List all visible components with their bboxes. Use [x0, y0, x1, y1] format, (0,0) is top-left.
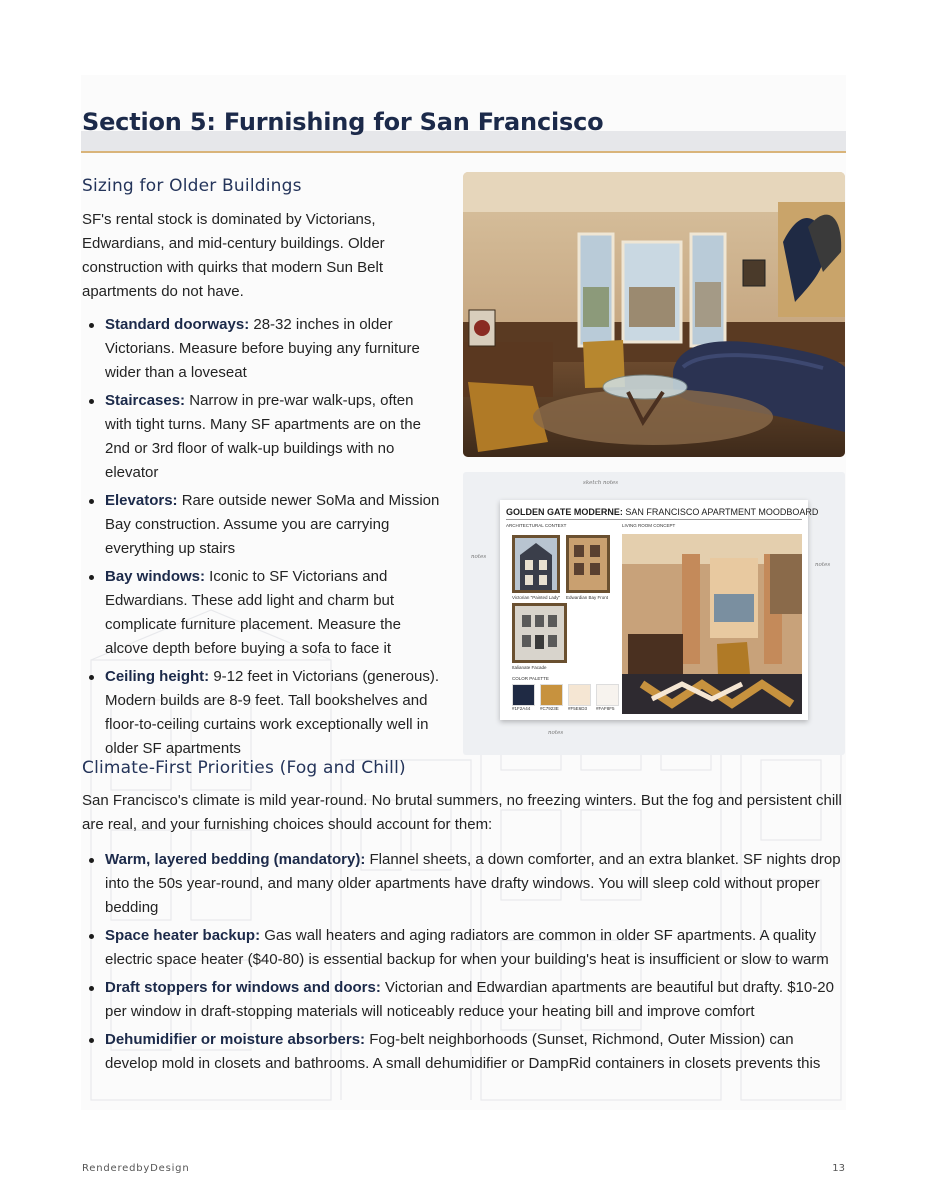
bullet-term: Elevators: — [105, 492, 178, 509]
climate-bullet-list — [82, 848, 850, 1080]
bullet-term: Staircases: — [105, 392, 186, 409]
climate-heading: Climate-First Priorities (Fog and Chill) — [82, 758, 406, 778]
palette-swatch — [540, 684, 563, 706]
bullet-item — [82, 489, 444, 561]
moodboard-title: GOLDEN GATE MODERNE: SAN FRANCISCO APARTMENT MOODBOARD — [506, 507, 819, 517]
italianate-photo — [512, 603, 567, 663]
caption-painted-lady: Victorian "Painted Lady" — [512, 595, 561, 600]
page-title: Section 5: Furnishing for San Francisco — [82, 108, 604, 136]
moodboard-note-bottom: notes — [548, 730, 564, 736]
palette-swatch — [568, 684, 591, 706]
bullet-text: Rare outside newer SoMa and Mission Bay construction. Assume you are carrying everything up stairs — [105, 492, 440, 557]
palette-swatch-code: #FAF8F5 — [596, 706, 615, 711]
moodboard-note-left: notes — [471, 554, 487, 560]
bullet-item — [82, 565, 444, 661]
moodboard-living-label: LIVING ROOM CONCEPT — [622, 523, 676, 528]
living-room-photo — [463, 172, 845, 457]
bullet-text: Fog-belt neighborhoods (Sunset, Richmond, Outer Mission) can develop mold in closets and bathrooms. A small dehumidifier or DampRid containers in closets prevents this — [105, 1031, 821, 1072]
bullet-item — [82, 1028, 850, 1076]
bullet-term: Warm, layered bedding (mandatory): — [105, 851, 366, 868]
bullet-term: Ceiling height: — [105, 668, 210, 685]
bullet-text: 28-32 inches in older Victorians. Measure before buying any furniture wider than a loveseat — [105, 316, 420, 381]
bullet-text: Flannel sheets, a down comforter, and an extra blanket. SF nights drop into the 50s year-round, and many older apartments have drafty windows. You will sleep cold without proper bedding — [105, 851, 841, 916]
painted-lady-photo — [512, 535, 560, 593]
footer-brand: RenderedbyDesign — [82, 1163, 190, 1174]
bullet-text: Gas wall heaters and aging radiators are common in older SF apartments. A quality electric space heater ($40-80) is essential backup for when your building's heat is insufficient or slow to warm — [105, 927, 829, 968]
moodboard-arch-label: ARCHITECTURAL CONTEXT — [506, 523, 567, 528]
bullet-text: 9-12 feet in Victorians (generous). Modern builds are 8-9 feet. Tall bookshelves and floor-to-ceiling curtains work exceptionally well in older SF apartments — [105, 668, 440, 757]
page-number: 13 — [832, 1163, 845, 1174]
bullet-term: Dehumidifier or moisture absorbers: — [105, 1031, 366, 1048]
bullet-item — [82, 389, 444, 485]
bullet-item — [82, 976, 850, 1024]
bullet-item — [82, 665, 444, 761]
palette-swatch-code: #C7923E — [540, 706, 559, 711]
moodboard-note-right: notes — [815, 562, 831, 568]
bullet-text: Narrow in pre-war walk-ups, often with tight turns. Many SF apartments are on the 2nd or 3rd floor of walk-up buildings with no elevator — [105, 392, 421, 481]
bullet-text: Iconic to SF Victorians and Edwardians. These add light and charm but complicate furniture placement. Measure the alcove depth before buying a sofa to face it — [105, 568, 401, 657]
bullet-item — [82, 924, 850, 972]
caption-edwardian: Edwardian Bay Front — [566, 595, 609, 600]
palette-swatch — [596, 684, 619, 706]
bullet-term: Space heater backup: — [105, 927, 261, 944]
moodboard-book — [500, 500, 819, 720]
edwardian-photo — [566, 535, 610, 593]
palette-swatch-code: #1F2A44 — [512, 706, 531, 711]
sizing-bullet-list — [82, 313, 444, 765]
sizing-intro: SF's rental stock is dominated by Victorians, Edwardians, and mid-century buildings. Older construction with quirks that modern Sun Belt apartments do not have. — [82, 211, 385, 300]
bullet-item — [82, 313, 444, 385]
palette-swatch — [512, 684, 535, 706]
title-rule — [81, 151, 846, 153]
living-room-concept-photo — [622, 534, 802, 714]
climate-intro: San Francisco's climate is mild year-round. No brutal summers, no freezing winters. But the fog and persistent chill are real, and your furnishing choices should account for them: — [82, 792, 842, 833]
moodboard-image — [463, 472, 845, 755]
bullet-text: Victorian and Edwardian apartments are beautiful but drafty. $10-20 per window in draft-stopping materials will noticeably reduce your heating bill and improve comfort — [105, 979, 834, 1020]
bullet-term: Draft stoppers for windows and doors: — [105, 979, 381, 996]
bullet-term: Standard doorways: — [105, 316, 250, 333]
palette-swatch-code: #F5E6D3 — [568, 706, 588, 711]
sizing-heading: Sizing for Older Buildings — [82, 176, 302, 196]
bullet-item — [82, 848, 850, 920]
caption-italianate: Italianate Facade — [512, 665, 547, 670]
palette-label: COLOR PALETTE — [512, 676, 549, 681]
moodboard-note-top: sketch notes — [583, 480, 619, 486]
bullet-term: Bay windows: — [105, 568, 206, 585]
